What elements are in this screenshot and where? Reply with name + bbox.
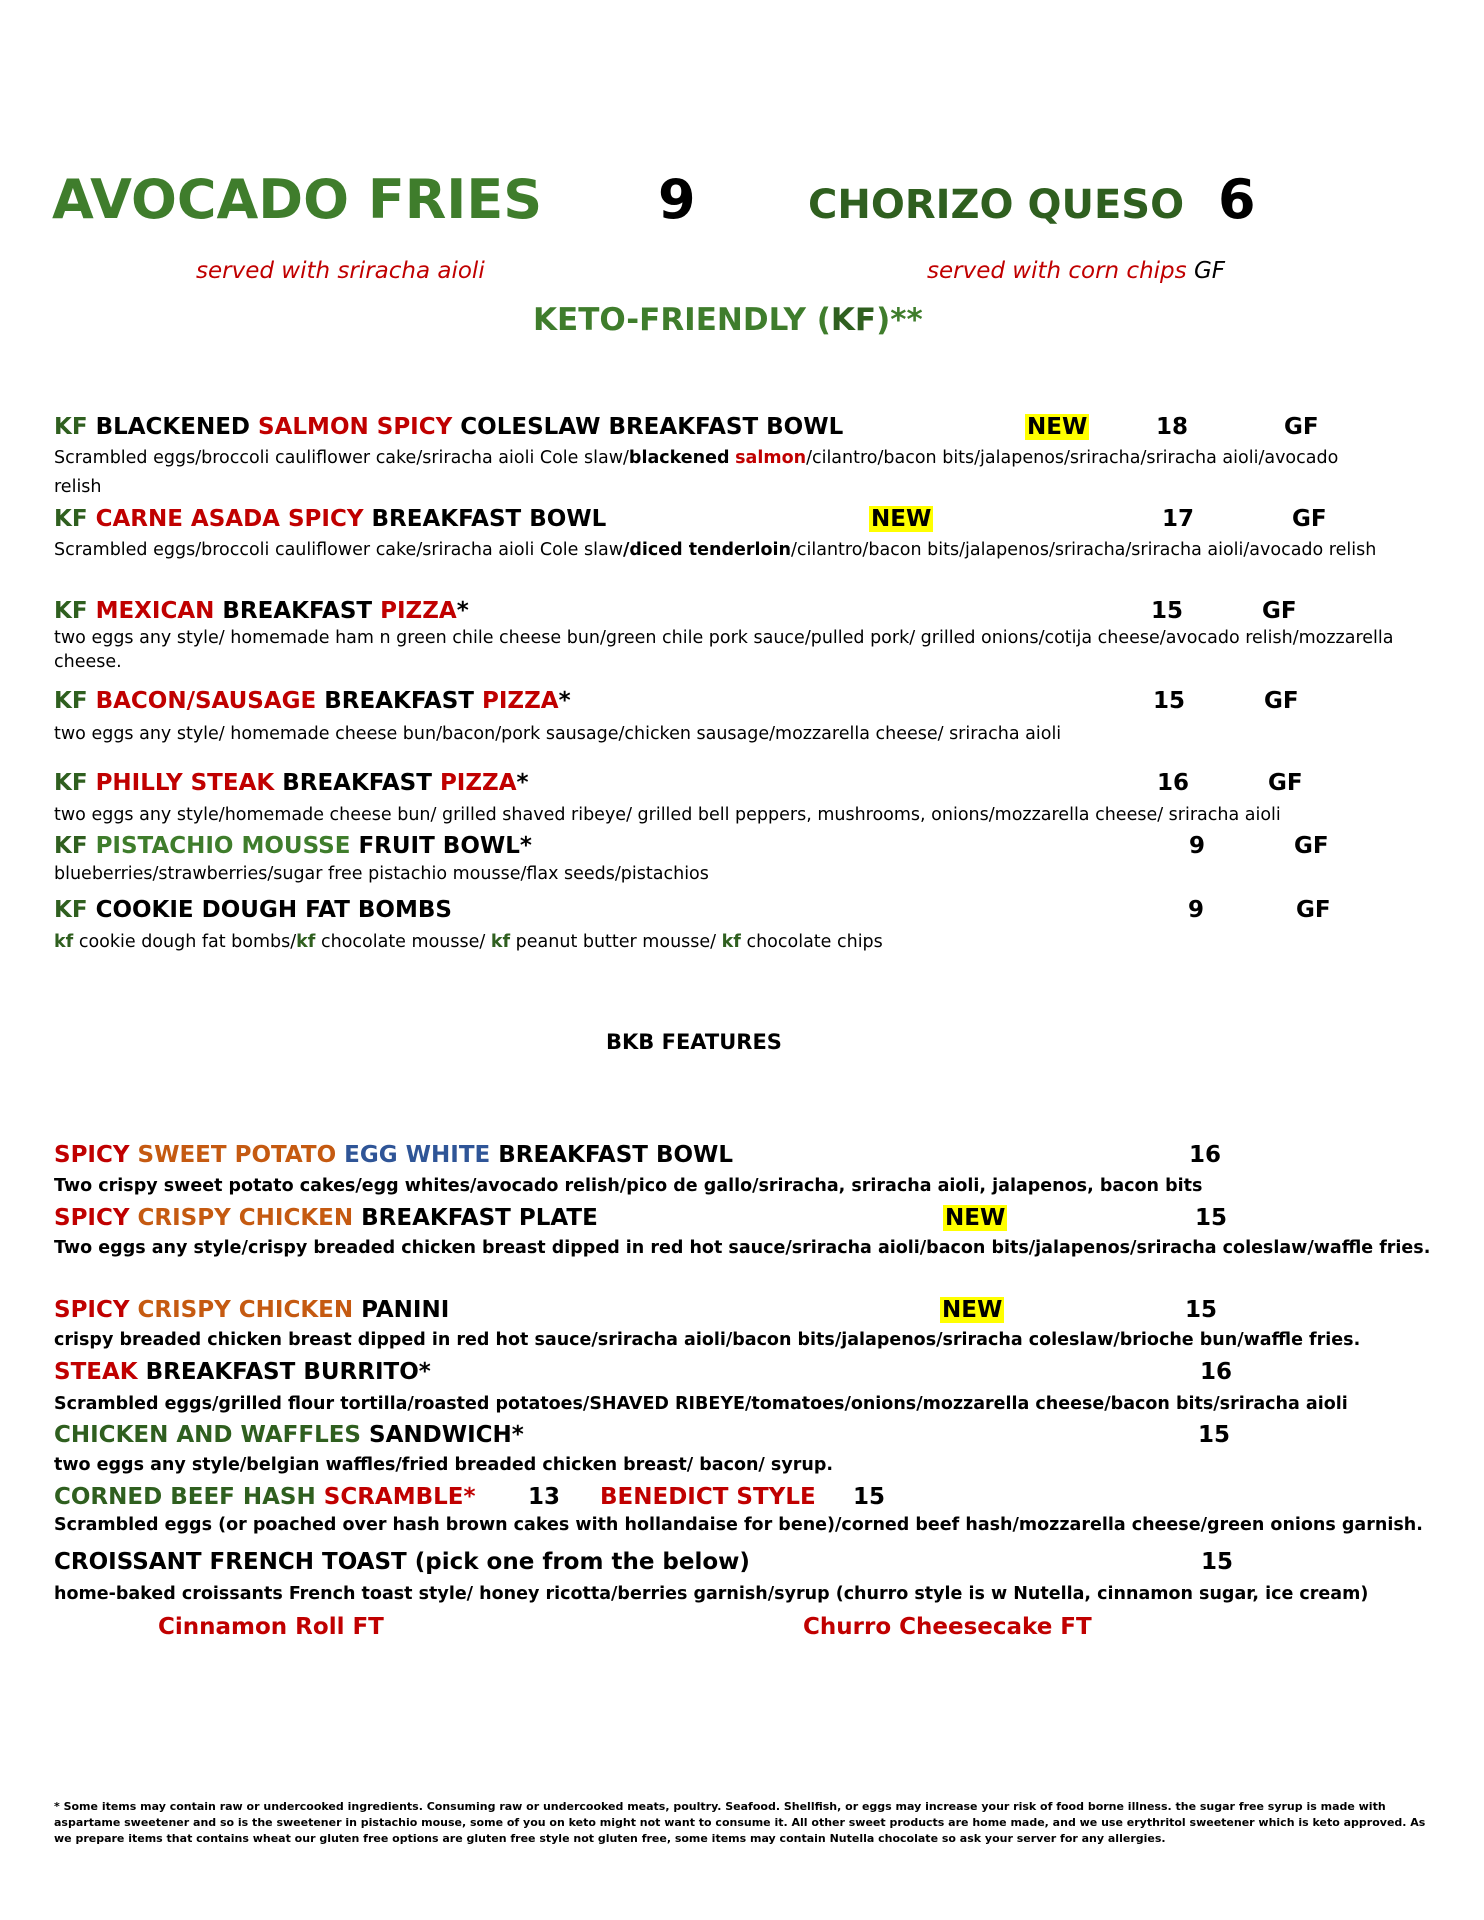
kf-tag: KF (54, 598, 88, 624)
keto-item-2-d3: /cilantro/bacon bits/jalapenos/sriracha/sriracha aioli/avocado relish (791, 540, 1377, 560)
star: * (456, 598, 469, 624)
feature-4-w1: STEAK (54, 1359, 138, 1385)
feature-6-price-1: 13 (528, 1484, 561, 1510)
feature-6-w1: CORNED BEEF HASH (54, 1484, 316, 1510)
keto-item-5-w3: PIZZA (439, 770, 517, 796)
feature-4-description: Scrambled eggs/grilled flour tortilla/roasted potatoes/SHAVED RIBEYE/tomatoes/onions/mozzarella cheese/bacon bits/sriracha aioli (54, 1394, 1348, 1414)
keto-item-5-price: 16 (1157, 770, 1190, 796)
keto-item-2-w2: BREAKFAST BOWL (371, 506, 607, 532)
keto-item-5-w2: BREAKFAST (282, 770, 432, 796)
feature-6-w2: SCRAMBLE* (323, 1484, 476, 1510)
feature-7-title: CROISSANT FRENCH TOAST (pick one from the below) (54, 1549, 750, 1575)
kf-tag: KF (54, 833, 88, 859)
feature-7-description: home-baked croissants French toast style/ honey ricotta/berries garnish/syrup (churro style is w Nutella, cinnamon sugar, ice cream) (54, 1584, 1369, 1604)
new-badge: NEW (942, 1297, 1003, 1323)
keto-item-2-gf: GF (1292, 506, 1327, 532)
keto-item-1-w1: BLACKENED (95, 414, 251, 440)
chorizo-queso-price: 6 (1218, 168, 1256, 231)
feature-1-w4: BREAKFAST BOWL (498, 1142, 734, 1168)
feature-3-title (54, 1297, 449, 1323)
kf-tag: KF (54, 688, 88, 714)
feature-6-title (54, 1484, 476, 1510)
keto-item-7-d2: chocolate mousse/ (315, 932, 491, 952)
keto-item-4-description: two eggs any style/ homemade cheese bun/bacon/pork sausage/chicken sausage/mozzarella cheese/ sriracha aioli (54, 724, 1062, 744)
keto-item-5-w1: PHILLY STEAK (95, 770, 275, 796)
feature-5-w1: CHICKEN AND WAFFLES (54, 1422, 361, 1448)
feature-6-price-2: 15 (853, 1484, 886, 1510)
kf-lower-1: kf (54, 932, 74, 952)
keto-item-2-w1: CARNE ASADA SPICY (95, 506, 364, 532)
feature-5-price: 15 (1198, 1422, 1231, 1448)
keto-item-7-w1: COOKIE DOUGH FAT BOMBS (95, 897, 452, 923)
keto-item-1-d4: /cilantro/bacon bits/jalapenos/sriracha/sriracha aioli/avocado relish (54, 448, 1339, 497)
avocado-fries-note: served with sriracha aioli (196, 258, 485, 284)
chorizo-queso-title: CHORIZO QUESO (808, 182, 1185, 228)
keto-item-3-gf: GF (1262, 598, 1297, 624)
keto-item-1-description (54, 444, 1384, 502)
keto-heading-kf: KF (830, 302, 877, 338)
keto-item-4-w1: BACON/SAUSAGE (95, 688, 317, 714)
keto-item-6-title (54, 833, 532, 859)
chorizo-queso-note (927, 258, 1225, 284)
feature-3-description: crispy breaded chicken breast dipped in red hot sauce/sriracha aioli/bacon bits/jalapenos/sriracha coleslaw/brioche bun/waffle fries. (54, 1330, 1361, 1350)
keto-item-7-d4: chocolate chips (740, 932, 883, 952)
feature-4-title (54, 1359, 431, 1385)
feature-2-price: 15 (1195, 1205, 1228, 1231)
keto-item-3-title (54, 598, 469, 624)
new-badge: NEW (945, 1205, 1006, 1231)
keto-item-4-price: 15 (1153, 688, 1186, 714)
keto-item-1-d2: blackened (628, 448, 730, 468)
keto-item-2-d1: Scrambled eggs/broccoli cauliflower cake/sriracha aioli Cole slaw (54, 540, 624, 560)
feature-6-description: Scrambled eggs (or poached over hash brown cakes with hollandaise for bene)/corned beef hash/mozzarella cheese/green onions garnish. (54, 1515, 1423, 1535)
keto-item-2-title (54, 506, 606, 532)
features-heading: BKB FEATURES (606, 1030, 782, 1054)
keto-item-6-gf: GF (1294, 833, 1329, 859)
kf-tag: KF (54, 770, 88, 796)
chorizo-queso-note-text: served with corn chips (927, 258, 1187, 284)
keto-heading-c: )** (876, 302, 923, 338)
feature-1-w2: SWEET POTATO (137, 1142, 337, 1168)
keto-item-1-title (54, 414, 843, 440)
kf-tag: KF (54, 506, 88, 532)
feature-1-title (54, 1142, 733, 1168)
feature-5-description: two eggs any style/belgian waffles/fried breaded chicken breast/ bacon/ syrup. (54, 1455, 833, 1475)
star: * (558, 688, 571, 714)
keto-item-1-d3: salmon (735, 448, 807, 468)
feature-2-description: Two eggs any style/crispy breaded chicken breast dipped in red hot sauce/sriracha aioli/bacon bits/jalapenos/sriracha coleslaw/waffle fries. (54, 1238, 1431, 1258)
keto-item-1-w2: SALMON SPICY (258, 414, 453, 440)
keto-item-3-price: 15 (1151, 598, 1184, 624)
keto-friendly-heading (533, 302, 923, 338)
keto-item-3-description: two eggs any style/ homemade ham n green chile cheese bun/green chile pork sauce/pulled pork/ grilled onions/cotija cheese/avocado relish/mozzarella cheese. (54, 628, 1394, 672)
keto-item-5-description: two eggs any style/homemade cheese bun/ grilled shaved ribeye/ grilled bell peppers, mushrooms, onions/mozzarella cheese/ sriracha aioli (54, 805, 1281, 825)
keto-item-3-w1: MEXICAN (95, 598, 215, 624)
feature-3-w1: SPICY (54, 1297, 130, 1323)
keto-item-1-d1: Scrambled eggs/broccoli cauliflower cake/sriracha aioli Cole slaw/ (54, 448, 629, 468)
feature-7-option-2: Churro Cheesecake FT (803, 1614, 1092, 1640)
feature-2-new (943, 1205, 1007, 1231)
keto-heading-a: KETO-FRIENDLY ( (533, 302, 831, 338)
kf-tag: KF (54, 897, 88, 923)
keto-item-7-d1: cookie dough fat bombs/ (73, 932, 297, 952)
keto-item-7-d3: peanut butter mousse/ (510, 932, 722, 952)
star: * (519, 833, 532, 859)
kf-lower-3: kf (490, 932, 511, 952)
feature-1-w3: EGG WHITE (344, 1142, 491, 1168)
keto-item-2-description (54, 536, 1384, 565)
kf-lower-4: kf (721, 932, 741, 952)
chorizo-queso-gf: GF (1193, 258, 1226, 284)
feature-5-title (54, 1422, 524, 1448)
feature-1-description: Two crispy sweet potato cakes/egg whites/avocado relish/pico de gallo/sriracha, sriracha aioli, jalapenos, bacon bits (54, 1176, 1203, 1196)
keto-item-4-w3: PIZZA (482, 688, 559, 714)
keto-item-7-price: 9 (1188, 897, 1205, 923)
feature-7-price: 15 (1201, 1549, 1234, 1575)
feature-5-w2: SANDWICH* (369, 1422, 524, 1448)
feature-2-w3: BREAKFAST PLATE (361, 1205, 598, 1231)
keto-item-2-d2: /diced tenderloin (623, 540, 791, 560)
keto-item-3-w2: BREAKFAST (222, 598, 373, 624)
feature-1-price: 16 (1189, 1142, 1222, 1168)
keto-item-2-price: 17 (1162, 506, 1195, 532)
keto-item-5-gf: GF (1268, 770, 1303, 796)
feature-2-w2: CRISPY CHICKEN (137, 1205, 354, 1231)
keto-item-1-gf: GF (1284, 414, 1319, 440)
keto-item-4-title (54, 688, 571, 714)
avocado-fries-price: 9 (658, 168, 696, 231)
feature-6-benedict: BENEDICT STYLE (600, 1484, 816, 1510)
keto-item-7-title (54, 897, 452, 923)
keto-item-4-gf: GF (1264, 688, 1299, 714)
feature-4-price: 16 (1200, 1359, 1233, 1385)
feature-2-title (54, 1205, 598, 1231)
keto-item-2-new (869, 506, 933, 532)
feature-1-w1: SPICY (54, 1142, 130, 1168)
keto-item-3-w3: PIZZA (380, 598, 457, 624)
keto-item-6-w2: FRUIT BOWL (358, 833, 520, 859)
new-badge: NEW (1027, 414, 1088, 440)
keto-item-4-w2: BREAKFAST (324, 688, 474, 714)
keto-item-6-price: 9 (1189, 833, 1206, 859)
keto-item-1-new (1025, 414, 1089, 440)
keto-item-5-title (54, 770, 529, 796)
feature-7-option-1: Cinnamon Roll FT (158, 1614, 384, 1640)
feature-2-w1: SPICY (54, 1205, 130, 1231)
keto-item-7-gf: GF (1296, 897, 1331, 923)
feature-4-w2: BREAKFAST BURRITO* (145, 1359, 431, 1385)
keto-item-6-description: blueberries/strawberries/sugar free pistachio mousse/flax seeds/pistachios (54, 864, 709, 884)
keto-item-7-description (54, 928, 1394, 957)
keto-item-1-w3: COLESLAW BREAKFAST BOWL (460, 414, 844, 440)
star: * (516, 770, 529, 796)
feature-3-w3: PANINI (361, 1297, 450, 1323)
keto-item-6-w1: PISTACHIO MOUSSE (95, 833, 351, 859)
feature-3-w2: CRISPY CHICKEN (137, 1297, 354, 1323)
footnote: * Some items may contain raw or undercooked ingredients. Consuming raw or undercooked meats, poultry. Seafood. Shellfish, or eggs may increase your risk of food borne illness. the sugar free syrup is made with aspartame sweetener and so is the sweetener in pistachio mouse, some of you on keto might not want to consume it. All other sweet products are home made, and we use erythritol sweetener which is keto approved. As we prepare items that contains wheat our gluten free options are gluten free style not gluten free, some items may contain Nutella chocolate so ask your server for any allergies. (54, 1800, 1426, 1845)
kf-lower-2: kf (296, 932, 316, 952)
new-badge: NEW (871, 506, 932, 532)
keto-item-1-price: 18 (1156, 414, 1189, 440)
kf-tag: KF (54, 414, 88, 440)
feature-3-price: 15 (1185, 1297, 1218, 1323)
feature-3-new (940, 1297, 1004, 1323)
avocado-fries-title: AVOCADO FRIES (52, 168, 543, 231)
